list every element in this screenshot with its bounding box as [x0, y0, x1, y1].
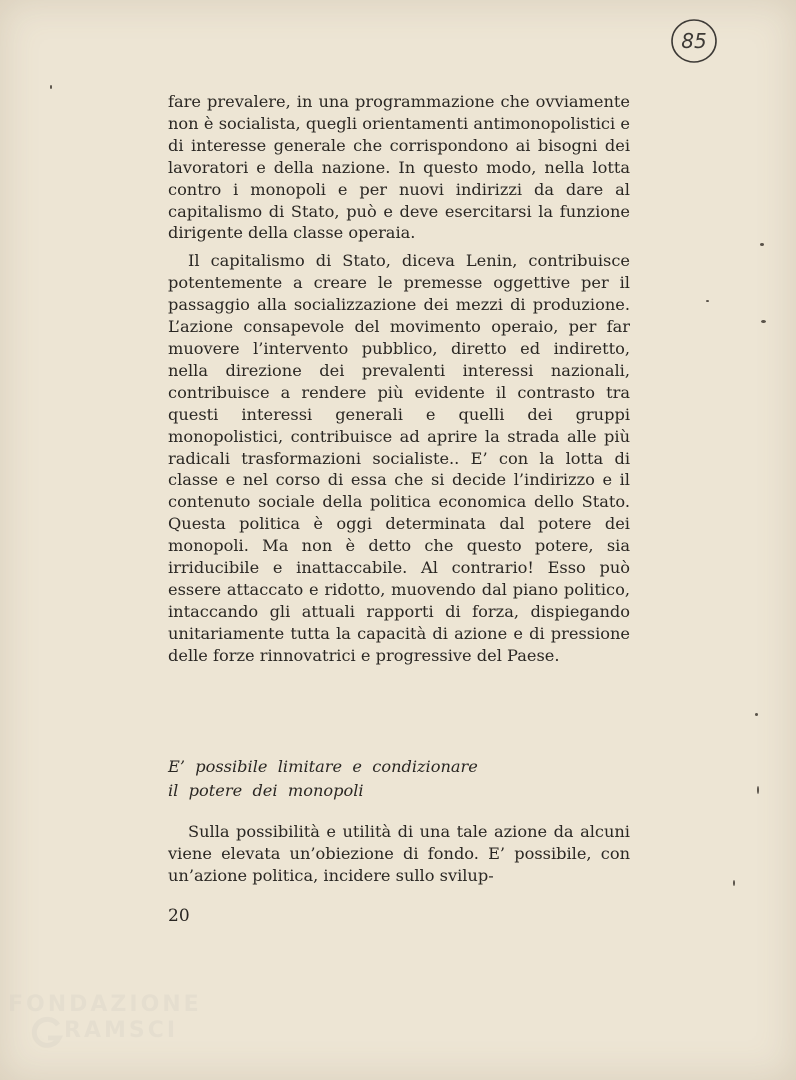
speck	[760, 243, 764, 246]
section-heading	[168, 755, 630, 803]
speck	[757, 786, 759, 794]
speck	[733, 880, 735, 886]
speck	[755, 713, 758, 716]
page-number: 20	[168, 906, 190, 926]
watermark-g-logo	[30, 1016, 64, 1050]
watermark-line-2: RAMSCI	[64, 1018, 179, 1043]
body-text	[168, 91, 630, 667]
section-heading-line-2: il potere dei monopoli	[168, 781, 364, 800]
stamp-number: 85	[681, 29, 707, 53]
speck	[706, 300, 709, 302]
paragraph-3: Sulla possibilità e utilità di una tale azione da alcuni viene elevata un’obiezione di fondo. E’ possibile, con un’azione politica, incidere sullo svilup-	[168, 822, 630, 885]
paragraph-1: fare prevalere, in una programmazione che ovviamente non è socialista, quegli orientamenti antimonopolistici e di interesse generale che corrispondono ai bisogni dei lavoratori e della nazione. In questo modo, nella lotta contro i monopoli e per nuovi indirizzi da dare al capitalismo di Stato, può e deve esercitarsi la funzione dirigente della classe operaia.	[168, 92, 630, 243]
fondazione-gramsci-watermark	[0, 990, 200, 1080]
section-heading-line-1: E’ possibile limitare e condizionare	[168, 757, 478, 776]
watermark-line-1: FONDAZIONE	[8, 992, 202, 1017]
closing-text	[168, 821, 630, 887]
speck	[761, 320, 766, 323]
speck	[50, 85, 52, 89]
paragraph-2: Il capitalismo di Stato, diceva Lenin, contribuisce potentemente a creare le premesse oggettive per il passaggio alla socializzazione dei mezzi di produzione. L’azione consapevole del movimento operaio, per far muovere l’intervento pubblico, diretto ed indiretto, nella direzione dei prevalenti interessi nazionali, contribuisce a rendere più evidente il contrasto tra questi interessi generali e quelli dei gruppi monopolistici, contribuisce ad aprire la strada alle più radicali trasformazioni socialiste.. E’ con la lotta di classe e nel corso di essa che si decide l’indirizzo e il contenuto sociale della politica economica dello Stato. Questa politica è oggi determinata dal potere dei monopoli. Ma non è detto che questo potere, sia irriducibile e inattaccabile. Al contrario! Esso può essere attaccato e ridotto, muovendo dal piano politico, intaccando gli attuali rapporti di forza, dispiegando unitariamente tutta la capacità di azione e di pressione delle forze rinnovatrici e progressive del Paese.	[168, 251, 630, 665]
handwritten-page-number-stamp	[668, 14, 720, 66]
